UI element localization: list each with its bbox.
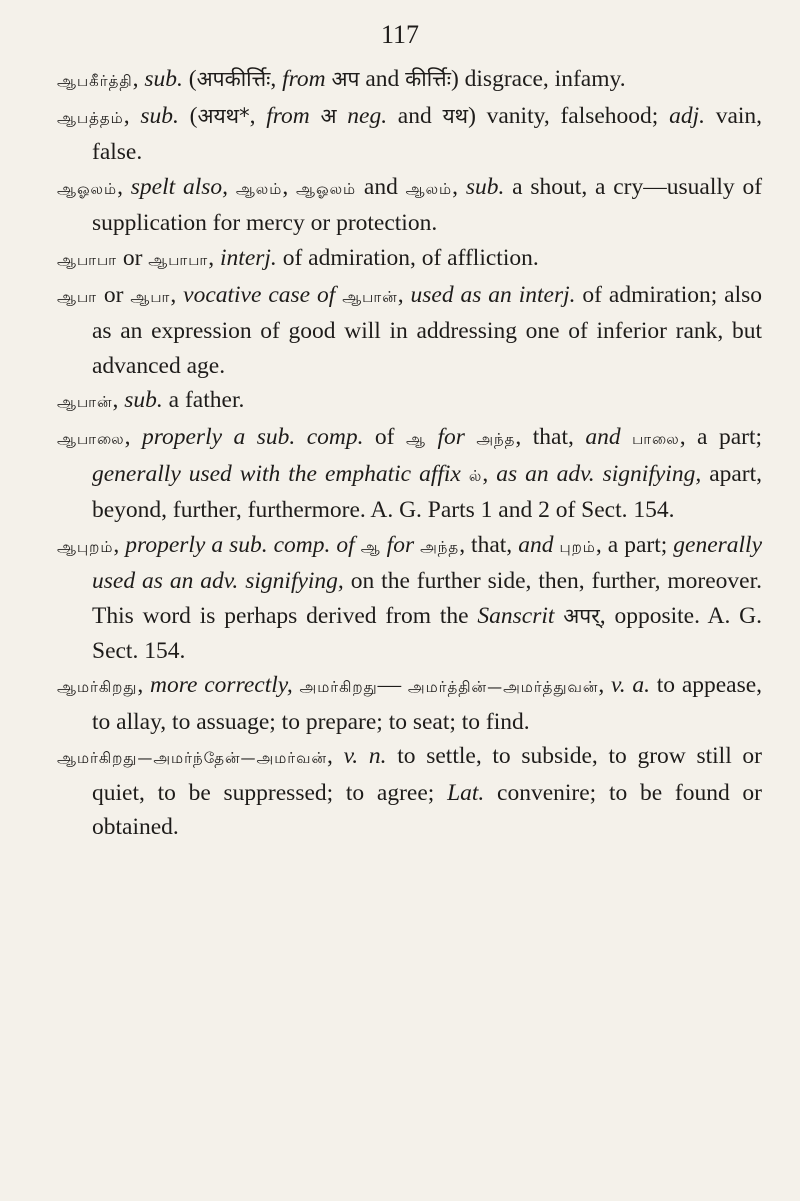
entry-text: a father.: [162, 387, 245, 414]
dictionary-entry: [57, 420, 762, 528]
entry-text: ,: [249, 102, 267, 129]
entry-text: —: [377, 672, 408, 699]
tamil-headword: ஆலம்: [405, 179, 453, 198]
tamil-headword: ஆஓலம்: [296, 179, 357, 198]
sanskrit-word: अपकीर्त्तिः: [196, 67, 271, 91]
tamil-headword: ஆ: [360, 537, 381, 556]
italic-text: sub.: [124, 387, 163, 414]
entry-text: ,: [208, 244, 221, 271]
entry-text: , that,: [459, 531, 519, 558]
tamil-headword: ஆபான்: [342, 287, 398, 306]
tamil-headword: புறம்: [559, 537, 596, 556]
entry-text: ,: [137, 672, 151, 699]
tamil-headword: ஆ: [405, 429, 426, 448]
italic-text: sub.: [144, 66, 183, 92]
entry-text: to appease, to allay, to assuage; to prepare; to seat; to find.: [92, 672, 763, 735]
entry-text: ,: [123, 102, 141, 129]
tamil-headword: ஆபாபா: [148, 250, 209, 269]
entry-text: ) vanity, falsehood;: [468, 102, 670, 129]
tamil-headword: பாலை: [632, 429, 680, 448]
tamil-headword: ஆபத்தம்: [57, 108, 124, 127]
entry-text: vain, false.: [92, 102, 763, 166]
entry-text: ,: [282, 173, 297, 200]
entry-text: [621, 424, 632, 450]
italic-text: properly a sub. comp. of: [125, 531, 355, 558]
entry-text: ) disgrace, infamy.: [450, 66, 626, 92]
entry-text: [554, 603, 563, 629]
italic-text: Sanscrit: [477, 602, 555, 629]
dictionary-entry: [57, 278, 762, 384]
page-number: 117: [380, 20, 420, 49]
entry-text: or: [96, 281, 131, 308]
entry-text: [465, 424, 476, 450]
entry-text: and: [387, 102, 443, 129]
entry-text: to settle, to subside, to grow still or quiet, to be suppressed; to agree;: [92, 743, 763, 806]
entry-text: ,: [598, 672, 612, 699]
entry-text: convenire; to be found or obtained.: [92, 779, 762, 841]
entry-text: or: [116, 244, 149, 271]
italic-text: generally used with the emphatic affix: [92, 460, 461, 487]
tamil-headword: ஆமர்கிறது—அமர்ந்தேன்—அமர்வன்: [57, 749, 328, 768]
entry-text: , a part;: [679, 423, 763, 450]
entry-text: [426, 424, 437, 450]
entry-list: [57, 62, 762, 845]
italic-text: vocative case of: [183, 281, 336, 308]
entry-text: ,: [117, 173, 131, 200]
italic-text: for: [437, 423, 465, 450]
entry-text: ,: [124, 423, 142, 450]
entry-text: [337, 103, 348, 129]
italic-text: more correctly,: [150, 672, 293, 699]
italic-text: v. a.: [611, 672, 650, 699]
entry-text: ,: [132, 66, 145, 92]
tamil-headword: ல்: [468, 466, 483, 485]
entry-text: ,: [270, 66, 283, 92]
tamil-headword: ஆபாலை: [57, 429, 125, 448]
entry-text: ,: [170, 281, 184, 308]
entry-text: ,: [327, 743, 344, 770]
sanskrit-word: अपर्: [563, 603, 600, 628]
entry-text: ,: [397, 281, 411, 308]
dictionary-entry: [57, 739, 762, 845]
tamil-headword: ஆஓலம்: [57, 179, 118, 198]
entry-text: [310, 103, 321, 129]
sanskrit-word: अ: [320, 103, 337, 128]
tamil-headword: ஆபா: [130, 287, 171, 306]
italic-text: as an adv. signifying,: [496, 460, 702, 487]
entry-text: on the further side, then, further, moreover. This word is perhaps derived from the: [92, 568, 762, 629]
italic-text: for: [386, 531, 415, 558]
entry-text: of: [363, 423, 406, 450]
sanskrit-word: यथ: [442, 103, 469, 128]
entry-text: apart, beyond, further, furthermore. A. G. Parts 1 and 2 of Sect. 154.: [92, 460, 763, 524]
tamil-headword: ஆபகீர்த்தி: [57, 72, 133, 90]
entry-text: of admiration, of affliction.: [276, 244, 539, 271]
dictionary-entry: [57, 62, 762, 99]
dictionary-entry: [57, 668, 762, 739]
sanskrit-word: अप: [331, 67, 360, 91]
italic-text: interj.: [220, 244, 277, 271]
tamil-headword: அமர்கிறது: [299, 678, 378, 697]
italic-text: and: [518, 531, 554, 558]
entry-text: and: [356, 173, 406, 200]
entry-text: and: [359, 66, 406, 92]
tamil-headword: ஆலம்: [235, 179, 283, 198]
tamil-headword: ஆமர்கிறது: [57, 678, 138, 697]
entry-text: (: [178, 102, 198, 129]
italic-text: used as an interj.: [410, 281, 576, 308]
tamil-headword: அந்த: [476, 429, 516, 448]
tamil-headword: ஆபுறம்: [57, 537, 114, 556]
italic-text: generally used as an adv. signifying,: [92, 531, 763, 595]
entry-text: , a part;: [595, 531, 674, 558]
italic-text: from: [282, 66, 326, 92]
italic-text: adj.: [669, 102, 705, 129]
entry-text: ,: [482, 460, 497, 487]
dictionary-entry: [57, 383, 762, 420]
dictionary-entry: [57, 241, 762, 278]
italic-text: and: [585, 423, 621, 450]
entry-text: , that,: [515, 423, 586, 450]
tamil-headword: அமர்த்தின்—அமர்த்துவன்: [407, 678, 599, 697]
tamil-headword: ஆபான்: [57, 393, 113, 412]
italic-text: Lat.: [447, 779, 485, 806]
entry-text: ,: [112, 387, 125, 414]
italic-text: properly a sub. comp.: [141, 423, 364, 450]
entry-text: (: [182, 66, 197, 92]
entry-text: [228, 174, 236, 200]
tamil-headword: ஆபாபா: [57, 250, 117, 269]
sanskrit-word: अयथ*: [197, 103, 250, 128]
tamil-headword: அந்த: [420, 537, 460, 556]
entry-text: [293, 672, 300, 698]
dictionary-entry: [57, 170, 762, 241]
dictionary-entry: [57, 99, 762, 170]
entry-text: ,: [113, 531, 126, 558]
italic-text: sub.: [140, 102, 179, 129]
entry-text: ,: [452, 173, 466, 200]
tamil-headword: ஆபா: [57, 287, 97, 306]
italic-text: v. n.: [343, 743, 387, 770]
italic-text: from: [266, 102, 310, 129]
italic-text: neg.: [347, 102, 388, 129]
sanskrit-word: कीर्त्तिः: [405, 67, 451, 91]
dictionary-entry: [57, 528, 762, 668]
italic-text: sub.: [465, 173, 505, 200]
entry-text: [461, 461, 469, 487]
entry-text: a shout, a cry—usually of supplication for mercy or protection.: [92, 173, 763, 237]
entry-text: of admiration; also as an expression of good will in addressing one of inferior rank, but advanced age.: [92, 281, 763, 379]
italic-text: spelt also,: [130, 173, 229, 200]
entry-text: , opposite. A. G. Sect. 154.: [92, 602, 762, 664]
